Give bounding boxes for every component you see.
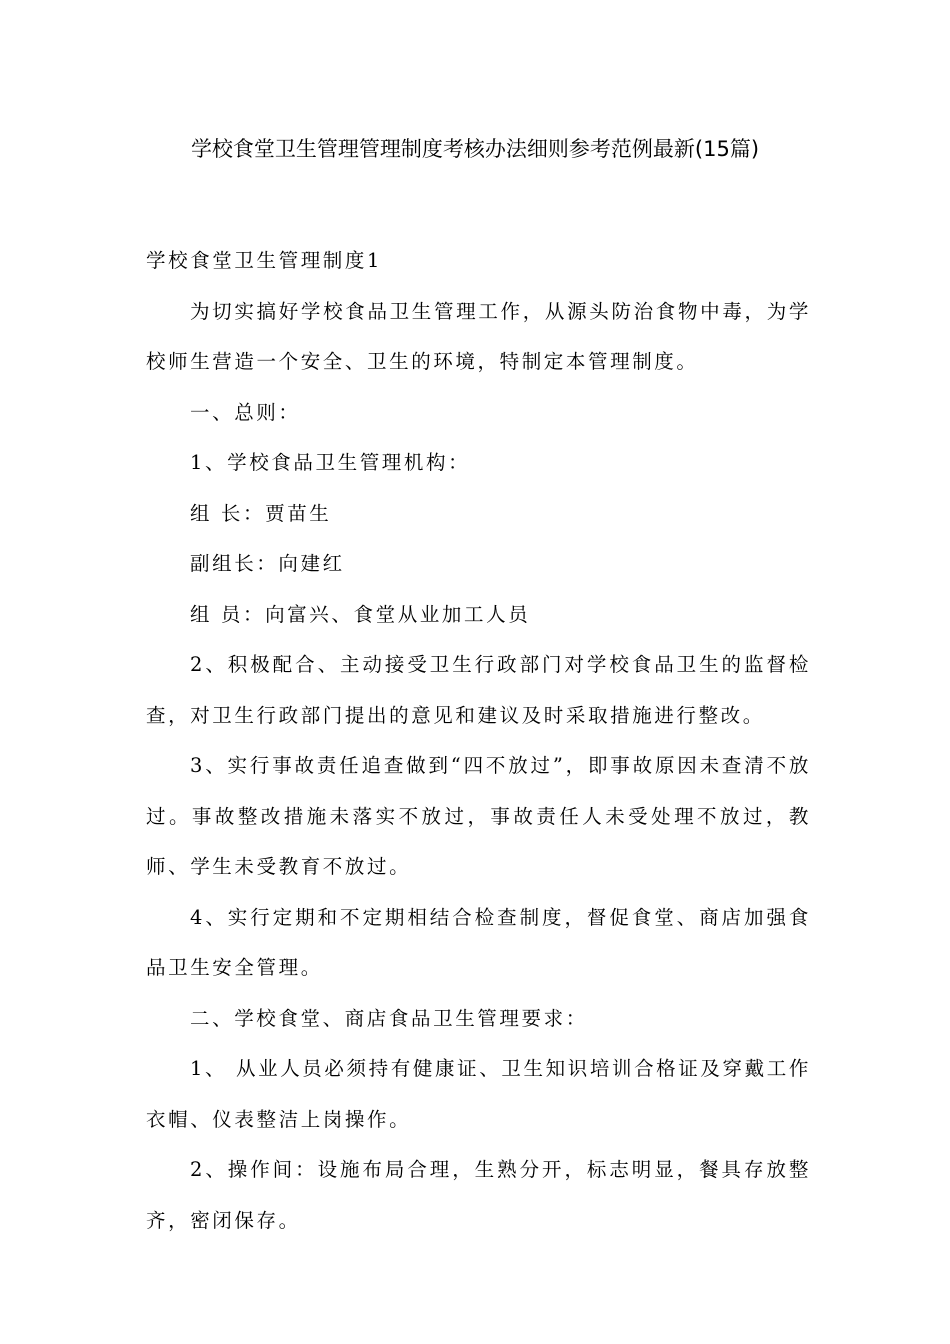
line-team-members: 组 员：向富兴、食堂从业加工人员 <box>190 602 531 626</box>
document-title: 学校食堂卫生管理管理制度考核办法细则参考范例最新(15篇) <box>190 137 760 161</box>
item-regular-inspection: 4、实行定期和不定期相结合检查制度，督促食堂、商店加强食品卫生安全管理。 <box>146 905 811 979</box>
paragraph-intro: 为切实搞好学校食品卫生管理工作，从源头防治食物中毒，为学校师生营造一个安全、卫生的环境，特制定本管理制度。 <box>146 299 811 373</box>
line-deputy-leader: 副组长：向建红 <box>190 552 345 575</box>
item-operation-room: 2、操作间：设施布局合理，生熟分开，标志明显，餐具存放整齐，密闭保存。 <box>146 1158 811 1232</box>
line-team-leader: 组 长：贾苗生 <box>190 501 332 525</box>
item-staff-certificates: 1、 从业人员必须持有健康证、卫生知识培训合格证及穿戴工作衣帽、仪表整洁上岗操作。 <box>146 1057 811 1131</box>
heading-general-principles: 一、总则： <box>190 400 301 424</box>
item-accident-accountability: 3、实行事故责任追查做到“四不放过”，即事故原因未查清不放过。事故整改措施未落实不放过，事故责任人未受处理不放过，教师、学生未受教育不放过。 <box>146 754 811 878</box>
document-body <box>146 236 811 1246</box>
item-management-organization: 1、学校食品卫生管理机构： <box>190 451 471 474</box>
heading-canteen-requirements: 二、学校食堂、商店食品卫生管理要求： <box>190 1006 588 1030</box>
section-heading: 学校食堂卫生管理制度1 <box>146 249 383 272</box>
item-cooperate-inspection: 2、积极配合、主动接受卫生行政部门对学校食品卫生的监督检查，对卫生行政部门提出的意见和建议及时采取措施进行整改。 <box>146 653 811 727</box>
